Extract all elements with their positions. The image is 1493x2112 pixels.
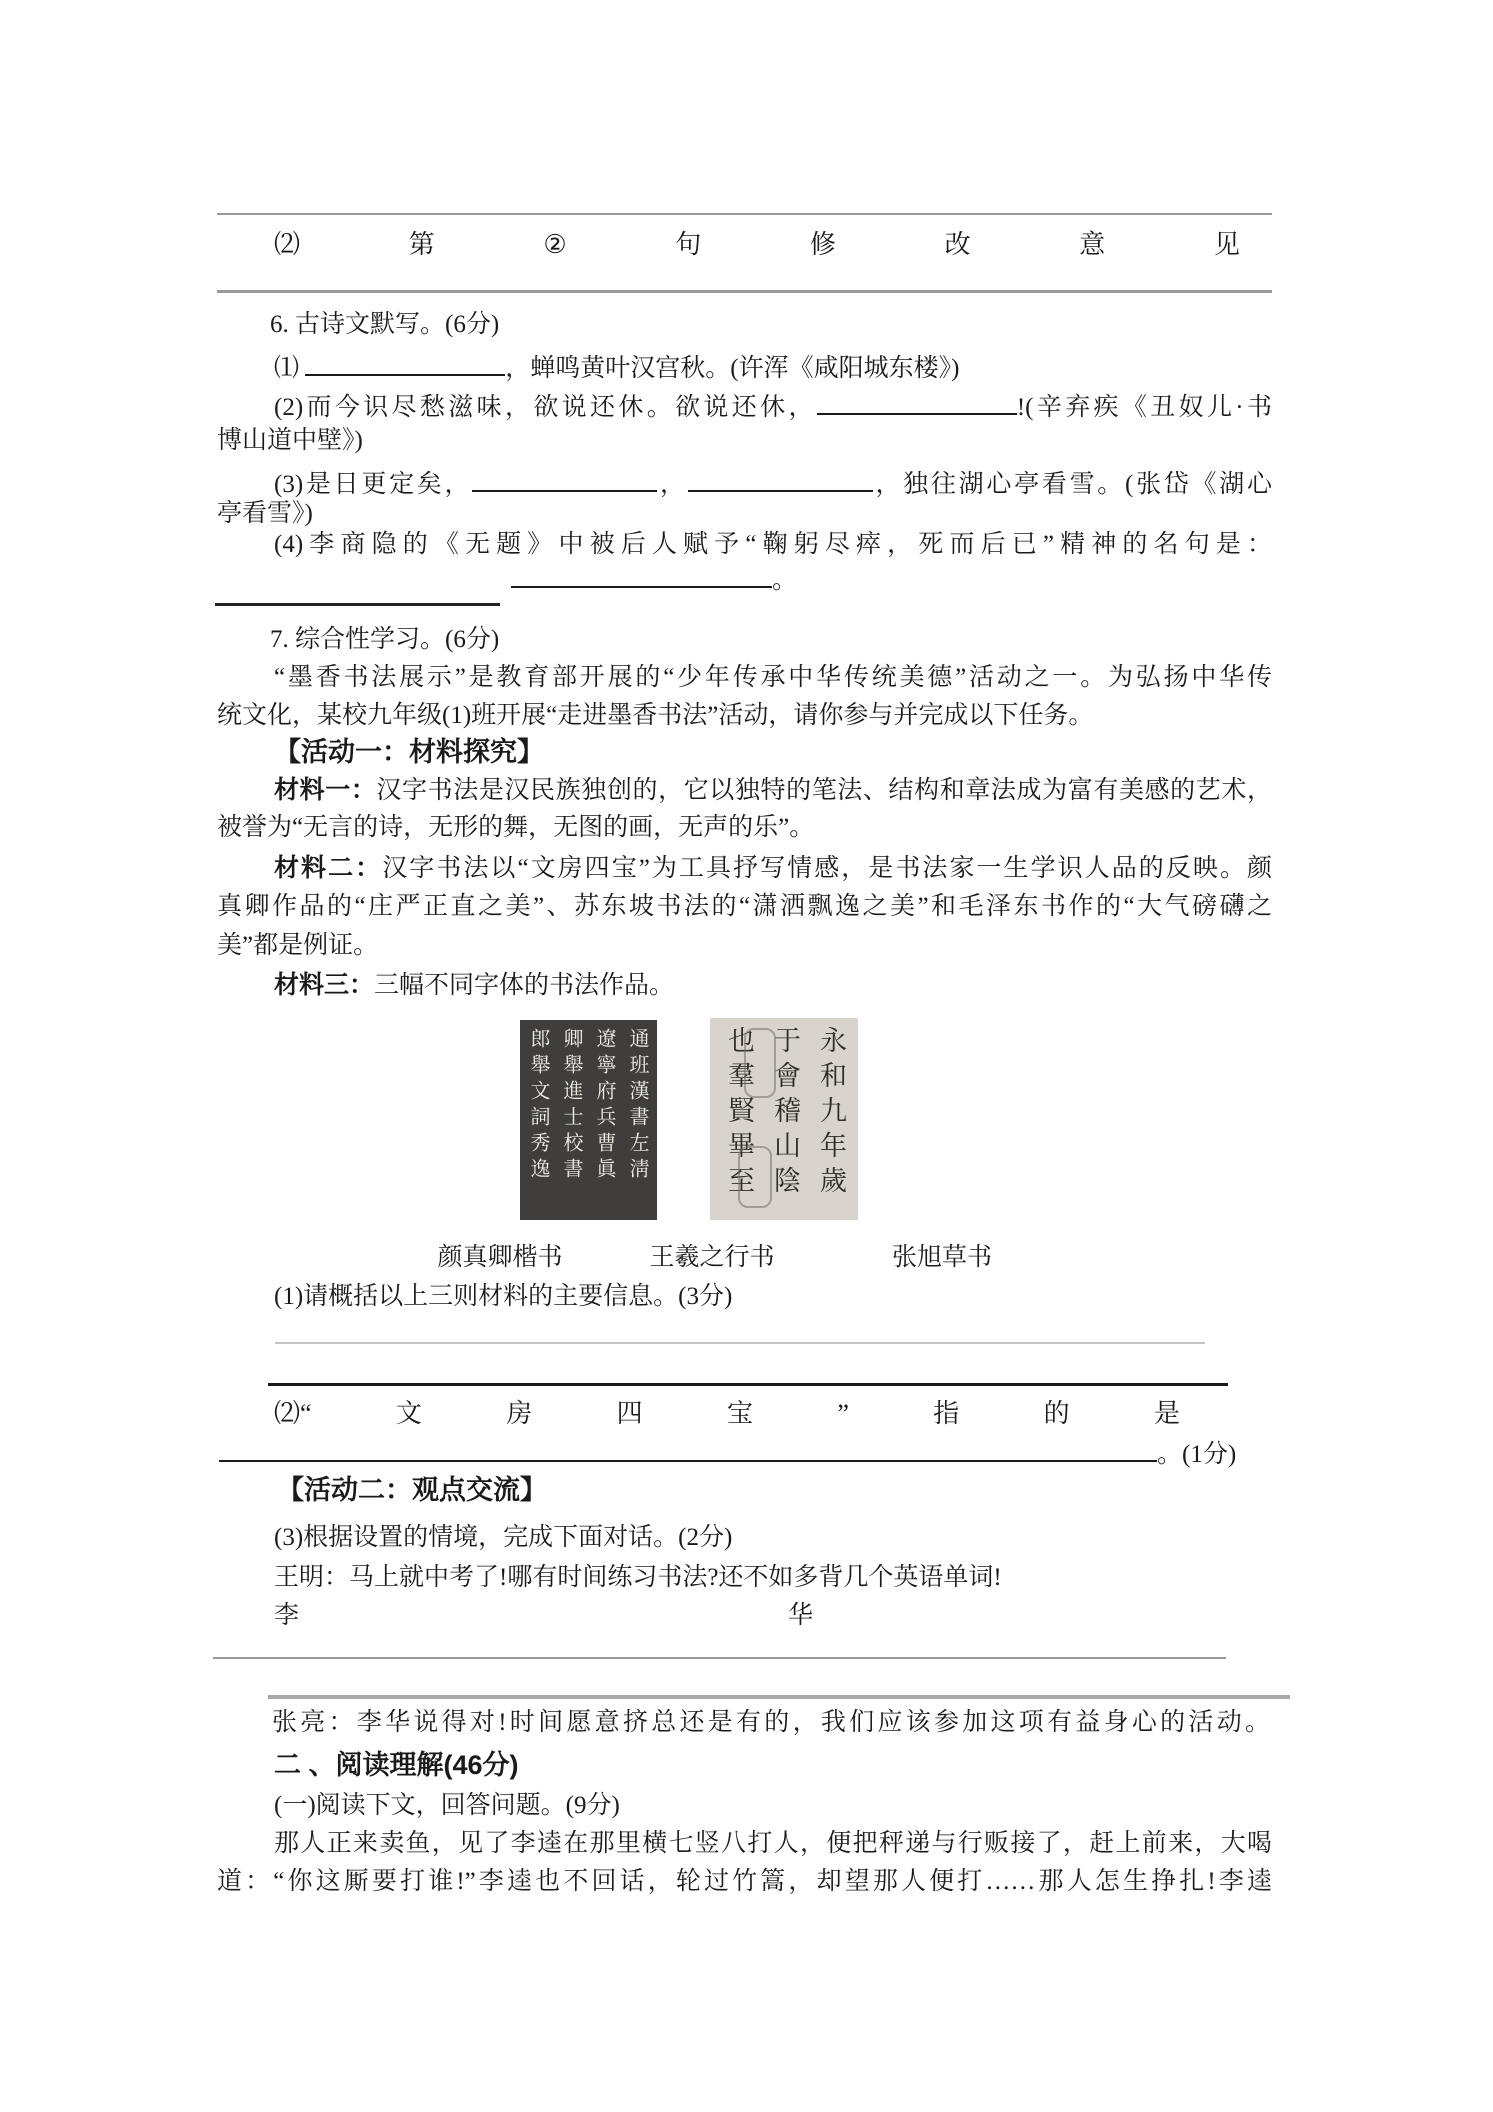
text-segment: 【活动一：材料探究】 xyxy=(274,737,544,767)
question6-item3 xyxy=(274,460,1272,502)
calligraphy-figure-kaishu xyxy=(520,1020,657,1220)
question6-item1 xyxy=(274,344,959,384)
dialogue-answer-line1 xyxy=(213,1657,1226,1659)
activity1-sub1 xyxy=(274,1277,732,1317)
spread-token: ” xyxy=(837,1399,849,1428)
seal-stamp-icon xyxy=(744,1028,776,1098)
divider-answer-space xyxy=(217,290,1272,293)
dialogue-wangming xyxy=(274,1558,1002,1598)
spread-token: ② xyxy=(543,230,567,259)
spread-token: 改 xyxy=(944,230,971,259)
material3-line xyxy=(274,965,674,1005)
figure-caption-xingshu xyxy=(649,1238,774,1278)
figure-caption-kaishu xyxy=(437,1238,562,1278)
material1-line2 xyxy=(217,808,814,848)
text-segment: 【活动二：观点交流】 xyxy=(277,1475,547,1505)
question6-title xyxy=(270,305,499,345)
material2-line3 xyxy=(217,926,378,966)
text-segment: 统文化，某校九年级(1)班开展“走进墨香书法”活动，请你参与并完成以下任务。 xyxy=(217,702,1094,729)
answer-line-dark xyxy=(268,1383,1228,1386)
text-segment: 汉字书法以“文房四宝”为工具抒写情感，是书法家一生学识人品的反映。颜 xyxy=(382,855,1272,882)
text-segment: ⑴ xyxy=(274,355,306,382)
reading1-title xyxy=(274,1786,620,1826)
material1-line1 xyxy=(274,770,1272,812)
text-segment: (一)阅读下文，回答问题。(9分) xyxy=(274,1792,620,1819)
passage-line1 xyxy=(274,1824,1272,1866)
text-segment: !(辛弃疾《丑奴儿·书 xyxy=(1016,394,1272,421)
activity2-sub3 xyxy=(274,1518,732,1558)
text-segment: ， xyxy=(657,471,688,498)
text-segment: 美”都是例证。 xyxy=(217,932,379,959)
dialogue-zhangliang xyxy=(272,1703,1270,1745)
figure-caption-caoshu xyxy=(892,1238,992,1278)
spread-token: 四 xyxy=(616,1399,643,1428)
text-segment: (2)而今识尽愁滋味，欲说还休。欲说还休， xyxy=(274,394,817,421)
question6-item2-continued xyxy=(217,421,363,461)
text-segment: 7. 综合性学习。(6分) xyxy=(270,626,500,653)
calligraphy-column: 卿舉進士校書 xyxy=(560,1028,582,1184)
calligraphy-column: 永和九年歲 xyxy=(816,1026,846,1201)
spread-token: 指 xyxy=(933,1399,960,1428)
question6-item4-blank xyxy=(511,556,797,596)
text-segment: 王羲之行书 xyxy=(649,1244,775,1271)
text-segment: 材料三： xyxy=(274,971,375,999)
blank-field xyxy=(817,383,1017,415)
seal-stamp-icon xyxy=(738,1146,772,1208)
spread-token: 意 xyxy=(1079,230,1106,259)
blank-field xyxy=(511,556,772,588)
activity2-header xyxy=(277,1470,547,1510)
calligraphy-column: 于會稽山陰 xyxy=(770,1026,800,1201)
divider-short xyxy=(215,603,500,606)
text-segment: 张旭草书 xyxy=(891,1244,993,1271)
text-segment: 华 xyxy=(788,1602,814,1629)
text-segment: 。(1分) xyxy=(1157,1441,1237,1468)
material2-line2 xyxy=(217,887,1272,929)
dialogue-lihua-givenname xyxy=(788,1596,813,1636)
text-segment: 李 xyxy=(274,1602,300,1629)
text-segment: 。 xyxy=(772,567,798,594)
spread-token: 文 xyxy=(395,1399,422,1428)
activity1-sub2-blank xyxy=(219,1430,1236,1470)
activity1-header xyxy=(274,732,544,772)
blank-field xyxy=(472,460,657,492)
question7-title xyxy=(270,620,499,660)
blank-field xyxy=(305,344,505,376)
divider-top xyxy=(217,213,1272,215)
material2-line1 xyxy=(274,848,1272,890)
text-segment: 三幅不同字体的书法作品。 xyxy=(374,972,675,999)
calligraphy-column: 也羣賢畢至 xyxy=(724,1026,754,1201)
activity1-sub2 xyxy=(274,1394,1180,1434)
question7-intro-line2 xyxy=(217,696,1093,736)
spread-token: 第 xyxy=(408,230,435,259)
dialogue-answer-line2 xyxy=(268,1695,1290,1699)
spread-token: 房 xyxy=(506,1399,533,1428)
text-segment: (3)根据设置的情境，完成下面对话。(2分) xyxy=(274,1524,733,1551)
text-segment: 材料二： xyxy=(274,854,383,882)
spread-token: ⑵ xyxy=(274,230,301,259)
section2-title xyxy=(274,1745,519,1785)
text-segment: 材料一： xyxy=(274,776,377,804)
blank-field xyxy=(688,460,873,492)
text-segment: (4)李商隐的《无题》中被后人赋予“鞠躬尽瘁，死而后已”精神的名句是： xyxy=(274,531,1272,558)
blank-field xyxy=(219,1430,1157,1462)
text-segment: 6. 古诗文默写。(6分) xyxy=(270,311,500,338)
text-segment: 二 、阅读理解(46分) xyxy=(274,1750,519,1780)
text-segment: (1)请概括以上三则材料的主要信息。(3分) xyxy=(274,1283,733,1310)
passage-line2 xyxy=(217,1862,1272,1904)
calligraphy-figure-xingshu xyxy=(710,1018,858,1220)
text-segment: 被誉为“无言的诗，无形的舞，无图的画，无声的乐”。 xyxy=(217,814,815,841)
question5-revision-line xyxy=(274,225,1240,265)
answer-line-faint xyxy=(275,1342,1205,1344)
text-segment: 亭看雪》) xyxy=(217,500,313,527)
text-segment: 那人正来卖鱼，见了李逵在那里横七竖八打人，便把秤递与行贩接了，赶上前来，大喝 xyxy=(274,1830,1272,1857)
text-segment: 王明：马上就中考了!哪有时间练习书法?还不如多背几个英语单词! xyxy=(274,1564,1002,1591)
calligraphy-column: 通班漢書左淸 xyxy=(626,1028,648,1184)
text-segment: (3)是日更定矣， xyxy=(274,471,473,498)
calligraphy-column: 遼寧府兵曹眞 xyxy=(593,1028,615,1184)
text-segment: 汉字书法是汉民族独创的，它以独特的笔法、结构和章法成为富有美感的艺术， xyxy=(376,777,1272,804)
spread-token: 句 xyxy=(675,230,702,259)
text-segment: 真卿作品的“庄严正直之美”、苏东坡书法的“潇洒飘逸之美”和毛泽东书作的“大气磅礴之 xyxy=(217,893,1272,920)
dialogue-lihua-surname xyxy=(274,1596,299,1636)
calligraphy-column: 郎舉文詞秀逸 xyxy=(527,1028,549,1184)
spread-token: 是 xyxy=(1153,1399,1180,1428)
text-segment: “墨香书法展示”是教育部开展的“少年传承中华传统美德”活动之一。为弘扬中华传 xyxy=(274,664,1272,691)
question6-item2 xyxy=(274,383,1272,425)
spread-token: 见 xyxy=(1213,230,1240,259)
text-segment: 博山道中壁》) xyxy=(217,427,363,454)
text-segment: ，独往湖心亭看雪。(张岱《湖心 xyxy=(872,471,1272,498)
question7-intro-line1 xyxy=(274,658,1272,700)
calligraphy-text xyxy=(710,1018,858,1220)
text-segment: 颜真卿楷书 xyxy=(437,1244,563,1271)
text-segment: 道：“你这厮要打谁!”李逵也不回话，轮过竹篙，却望那人便打……那人怎生挣扎!李逵 xyxy=(217,1868,1272,1895)
text-segment: 张亮：李华说得对!时间愿意挤总还是有的，我们应该参加这项有益身心的活动。 xyxy=(272,1709,1270,1736)
spread-token: ⑵“ xyxy=(274,1399,312,1428)
spread-token: 修 xyxy=(809,230,836,259)
spread-token: 的 xyxy=(1043,1399,1070,1428)
calligraphy-text xyxy=(520,1020,657,1220)
spread-token: 宝 xyxy=(726,1399,753,1428)
text-segment: ，蝉鸣黄叶汉宫秋。(许浑《咸阳城东楼》) xyxy=(505,355,960,382)
